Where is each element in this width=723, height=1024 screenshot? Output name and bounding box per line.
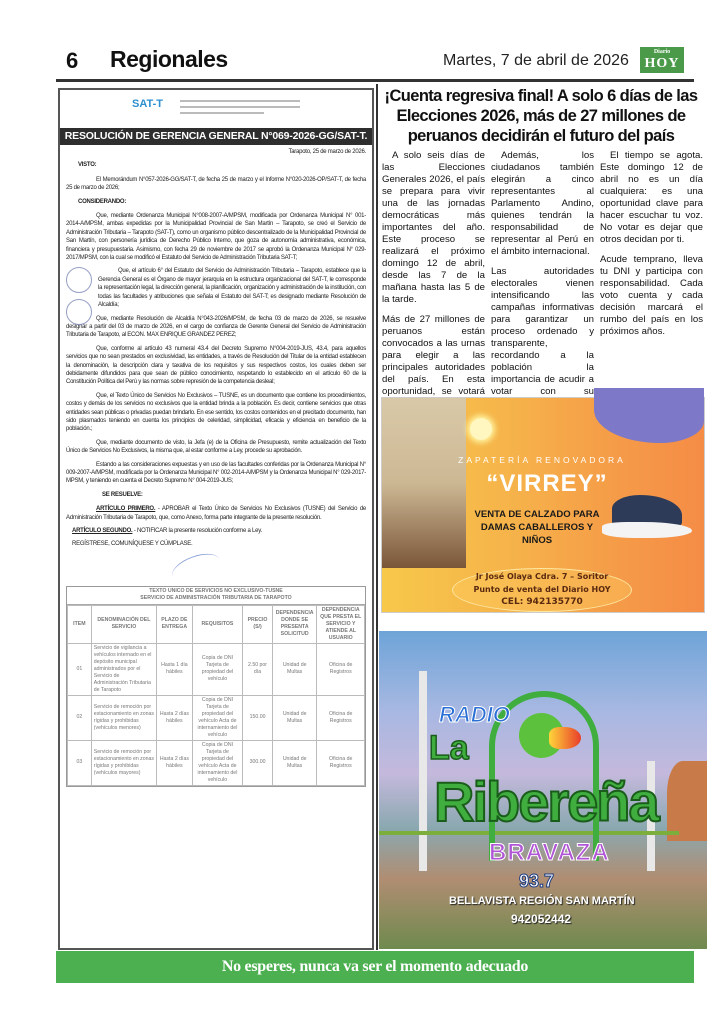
column-header: REQUISITOS [192, 605, 242, 643]
ad-contact [442, 570, 642, 609]
paragraph: Que, conforme al artículo 43 numeral 43.4 del Decreto Supremo N°004-2019-JUS, 43.4, para aquellos servicios que no sean prestados en exclusividad, las entidades, a través de Resolución del Titular de la entidad establecen la denominación, la descripción clara y taxativa de los requisitos y sus respectivos costos, los cuales deben ser debidamente difundidos para que sean de público conocimiento, respetando lo establecido en el artículo 60 de la Constitución Política del Perú y las normas sobre represión de la competencia desleal; [66, 345, 366, 386]
visto-heading: VISTO: [78, 162, 97, 169]
articulo-segundo-text: - NOTIFICAR la presente resolución conforme a Ley. [132, 528, 262, 535]
sun-icon [470, 418, 492, 440]
tusne-title [67, 587, 365, 605]
page-number: 6 [66, 48, 79, 73]
boots-photo [382, 398, 466, 568]
logo-small-text: Diario [653, 49, 671, 55]
column-header: PLAZO DE ENTREGA [157, 605, 193, 643]
ad-radio-la-riberena [379, 631, 707, 949]
header-rule [56, 79, 694, 82]
resuelve-heading: SE RESUELVE: [102, 491, 143, 498]
considerando-heading: CONSIDERANDO: [78, 198, 127, 205]
issue-date: Martes, 7 de abril de 2026 [443, 52, 629, 69]
article-paragraph: Las autoridades electorales vienen intensificando las campañas informativas para garantizar un proceso ordenado y transparente, recordando a la población la importancia de acudir a votar con su [491, 266, 594, 397]
logo-big-text: HOY [644, 56, 680, 71]
table-cell: Copia de DNI Tarjeta de propiedad del vehículo [192, 643, 242, 695]
articulo-primero-label: ARTÍCULO PRIMERO. [96, 506, 156, 513]
ad-radio-phone: 942052442 [511, 912, 572, 926]
paragraph: Que, el artículo 6° del Estatuto del Servicio de Administración Tributaria – Tarapoto, establece que la Gerencia General es el Órgano de mayor jerarquía en la estructura organizacional del SAT-T, le corresponde la representación legal, la dirección general, la planificación, organización y administración de la institución, con todas las facultades y atribuciones que señala el Estatuto del SAT-T; es designado mediante Resolución de Alcaldía; [98, 268, 366, 309]
ad-brand: “VIRREY” [486, 470, 608, 497]
article-paragraph: A solo seis días de las Elecciones Generales 2026, el país se prepara para vivir una de las jornadas democráticas más importantes del año. Este proceso se realizará el próximo domingo 12 de abril, desde las 7 de la mañana hasta las 5 de la tarde. [382, 150, 485, 305]
sealed-paragraphs [66, 267, 366, 309]
column-header: PRECIO (S/) [243, 605, 273, 643]
table-cell: 300.00 [243, 740, 273, 785]
ad-kicker: ZAPATERÍA RENOVADORA [458, 455, 626, 465]
resolution-title: RESOLUCIÓN DE GERENCIA GENERAL N°069-2026-GG/SAT-T. [60, 128, 372, 145]
ad-radio-slogan: BRAVAZA [489, 839, 610, 866]
table-cell: Servicio de vigilancia a vehículos internado en el depósito municipal administrados por el Servicio de Administración Tributaria de Tarapoto [91, 643, 156, 695]
letterhead-lines [180, 100, 300, 118]
article-column [382, 150, 485, 397]
document-letterhead [60, 90, 372, 128]
ad-radio-name: Ribereña [434, 770, 658, 833]
ad-radio-frequency: 93.7 [519, 871, 555, 891]
signature [66, 554, 366, 584]
signature-mark [168, 548, 223, 588]
visto-text: El Memorándum N°057-2026-GG/SAT-T, de fecha 25 de marzo y el Informe N°020-2026-OP/SAT-T, de fecha 25 de marzo de 2026; [66, 176, 366, 192]
parrot-beak [549, 727, 581, 749]
column-header: DEPENDENCIA DONDE SE PRESENTA SOLICITUD [272, 605, 317, 643]
paragraph: Que, el Texto Único de Servicios No Exclusivos – TUSNE, es un documento que contiene los procedimientos, costos y demás de los servicios no exclusivos que la entidad brinda a la población. Es decir, contiene servicios que otras entidades sean públicas o privadas puedan brindarlo. En ese sentido, los costos contenidos en el precitado documento, han sido plasmados teniendo en cuenta los principios de celeridad, simplicidad, eficacia y eficiencia en beneficio de la población.; [66, 392, 366, 433]
column-header: DEPENDENCIA QUE PRESTA EL SERVICIO Y ATIENDE AL USUARIO [317, 605, 365, 643]
article-paragraph: Más de 27 millones de peruanos están convocados a las urnas para elegir a las principales autoridades del país. En esta oportunidad, se votará [382, 314, 485, 397]
closing-formula: REGÍSTRESE, COMUNÍQUESE Y CÚMPLASE. [72, 541, 193, 548]
newspaper-logo [640, 47, 684, 73]
table-cell: Hasta 2 días hábiles [157, 740, 193, 785]
place-date: Tarapoto, 25 de marzo de 2026. [288, 149, 366, 155]
table-cell: Hasta 1 día hábiles [157, 643, 193, 695]
table-cell: Unidad de Multas [272, 643, 317, 695]
hill [667, 761, 707, 841]
paragraph: Que, mediante Ordenanza Municipal N°008-2007-A/MPSM, modificada por Ordenanza Municipal N° 001-2014-A/MPSM, ambas expedidas por la Municipalidad Provincial de San Martín – Tarapoto, se creó el Servicio de Administración Tributaria – Tarapoto (SAT-T), como un organismo público descentralizado de la Municipalidad Provincial de San Martín, con personería jurídica de Derecho Público Interno, que goza de autonomía administrativa, económica, financiera y presupuestaria. Asimismo, con fecha 29 de noviembre de 2017 se aprobó la Ordenanza Municipal N° 029-2017/MPSM, con la cual se modificó el Estatuto del Servicio de Administración Tributaria SAT-T; [66, 213, 366, 262]
table-header-row [68, 605, 365, 643]
article-headline: ¡Cuenta regresiva final! A solo 6 días de las Elecciones 2026, más de 27 millones de peruanos decidirán el futuro del país [384, 87, 698, 145]
articulo-segundo [66, 527, 366, 535]
articulo-segundo-label: ARTÍCULO SEGUNDO. [72, 528, 133, 535]
paragraph: Que, mediante documento de visto, la Jefa (e) de la Oficina de Presupuesto, remite actualización del Texto Único de Servicios No Exclusivos, la misma que, al estar conforme a Ley, procede su aprobación. [66, 439, 366, 455]
table-cell: Copia de DNI Tarjeta de propiedad del vehículo Acta de internamiento del vehículo [192, 740, 242, 785]
section-title: Regionales [110, 46, 228, 72]
article-paragraph: Acude temprano, lleva tu DNI y participa con responsabilidad. Cada voto cuenta y cada decisión marcará el rumbo del país en los próximos años. [600, 254, 703, 337]
table-row [68, 695, 365, 740]
table-cell: 03 [68, 740, 92, 785]
article-paragraph: El tiempo se agota. Este domingo 12 de abril no es un día cualquiera: es una oportunidad clave para hacer escuchar tu voz. No votar es dejar que otros decidan por ti. [600, 150, 703, 245]
table-row [68, 740, 365, 785]
table-cell: Oficina de Registros [317, 695, 365, 740]
ad-phone: CEL: 942135770 [501, 597, 583, 607]
ad-zapateria-virrey [381, 397, 705, 613]
paragraph: Estando a las consideraciones expuestas y en uso de las facultades conferidas por la Ordenanza Municipal N° 009-2007-A/MPSM, modificada por la Ordenanza Municipal N° 002-2014-A/MPSM y la Ordenanza Municipal N° 029-2017-MPSM, y teniendo en cuenta el Decreto Supremo N° 004-2019-JUS; [66, 461, 366, 485]
table-cell: 02 [68, 695, 92, 740]
ad-sales-point: Punto de venta del Diario HOY [473, 585, 611, 594]
sneaker-image [602, 490, 702, 550]
column-header: ITEM [68, 605, 92, 643]
ad-offer: VENTA DE CALZADO PARA DAMAS CABALLEROS Y NIÑOS [474, 509, 600, 546]
articulo-primero-text: - APROBAR el Texto Único de Servicios No Exclusivos (TUSNE) del Servicio de Administración Tributaria de Tarapoto, que, como Anexo, forma parte integrante de la presente resolución. [66, 506, 366, 521]
table-cell: Oficina de Registros [317, 643, 365, 695]
seal-icon [66, 267, 92, 293]
document-body [60, 145, 372, 584]
table-cell: 2.50 por día [243, 643, 273, 695]
article-body [382, 150, 704, 397]
table-cell: Servicio de remoción por estacionamiento en zonas rígidas y prohibidas (vehículos mayores) [91, 740, 156, 785]
table-row [68, 643, 365, 695]
ad-address: Jr José Olaya Cdra. 7 – Soritor [475, 572, 609, 581]
ad-radio-la: La [429, 729, 469, 767]
table-cell: 150.00 [243, 695, 273, 740]
column-header: DENOMINACIÓN DEL SERVICIO [91, 605, 156, 643]
tusne-table [66, 586, 366, 787]
bridge-pylon [419, 671, 427, 871]
table-cell: Copia de DNI Tarjeta de propiedad del vehículo Acta de internamiento del vehículo [192, 695, 242, 740]
ad-radio-word: RADIO [439, 702, 510, 727]
table-cell: Hasta 2 días hábiles [157, 695, 193, 740]
table-cell: 01 [68, 643, 92, 695]
article-paragraph: Además, los ciudadanos también elegirán a cinco representantes al Parlamento Andino, quienes tendrán la responsabilidad de representar al Perú en el ámbito internacional. [491, 150, 594, 257]
decorative-blob [594, 388, 704, 443]
column-divider [376, 84, 378, 950]
table-cell: Unidad de Multas [272, 740, 317, 785]
article-column [600, 150, 703, 390]
footer-banner: No esperes, nunca va ser el momento adecuado [56, 951, 694, 983]
table-cell: Unidad de Multas [272, 695, 317, 740]
table-cell: Servicio de remoción por estacionamiento en zonas rígidas y prohibidas (vehículos menores) [91, 695, 156, 740]
tusne-title-1: TEXTO UNICO DE SERVICIOS NO EXCLUSIVO-TUSNE [149, 587, 283, 594]
tusne-title-2: SERVICIO DE ADMINISTRACIÓN TRIBUTARIA DE TARAPOTO [140, 595, 292, 602]
sat-t-logo: SAT-T [132, 98, 163, 110]
articulo-primero [66, 505, 366, 522]
resolution-document [58, 88, 374, 950]
paragraph: Que, mediante Resolución de Alcaldía N°043-2026/MPSM, de fecha 03 de marzo de 2026, se resuelve designar a partir del 03 de marzo de 2026, en el cargo de confianza de Gerente General del Servicio de Administración Tributaria de Tarapoto, al ECON. MAX ENRIQUE GRANDEZ PEREZ; [66, 315, 366, 339]
table-cell: Oficina de Registros [317, 740, 365, 785]
ad-radio-location: BELLAVISTA REGIÓN SAN MARTÍN [449, 895, 635, 907]
article-column [491, 150, 594, 397]
